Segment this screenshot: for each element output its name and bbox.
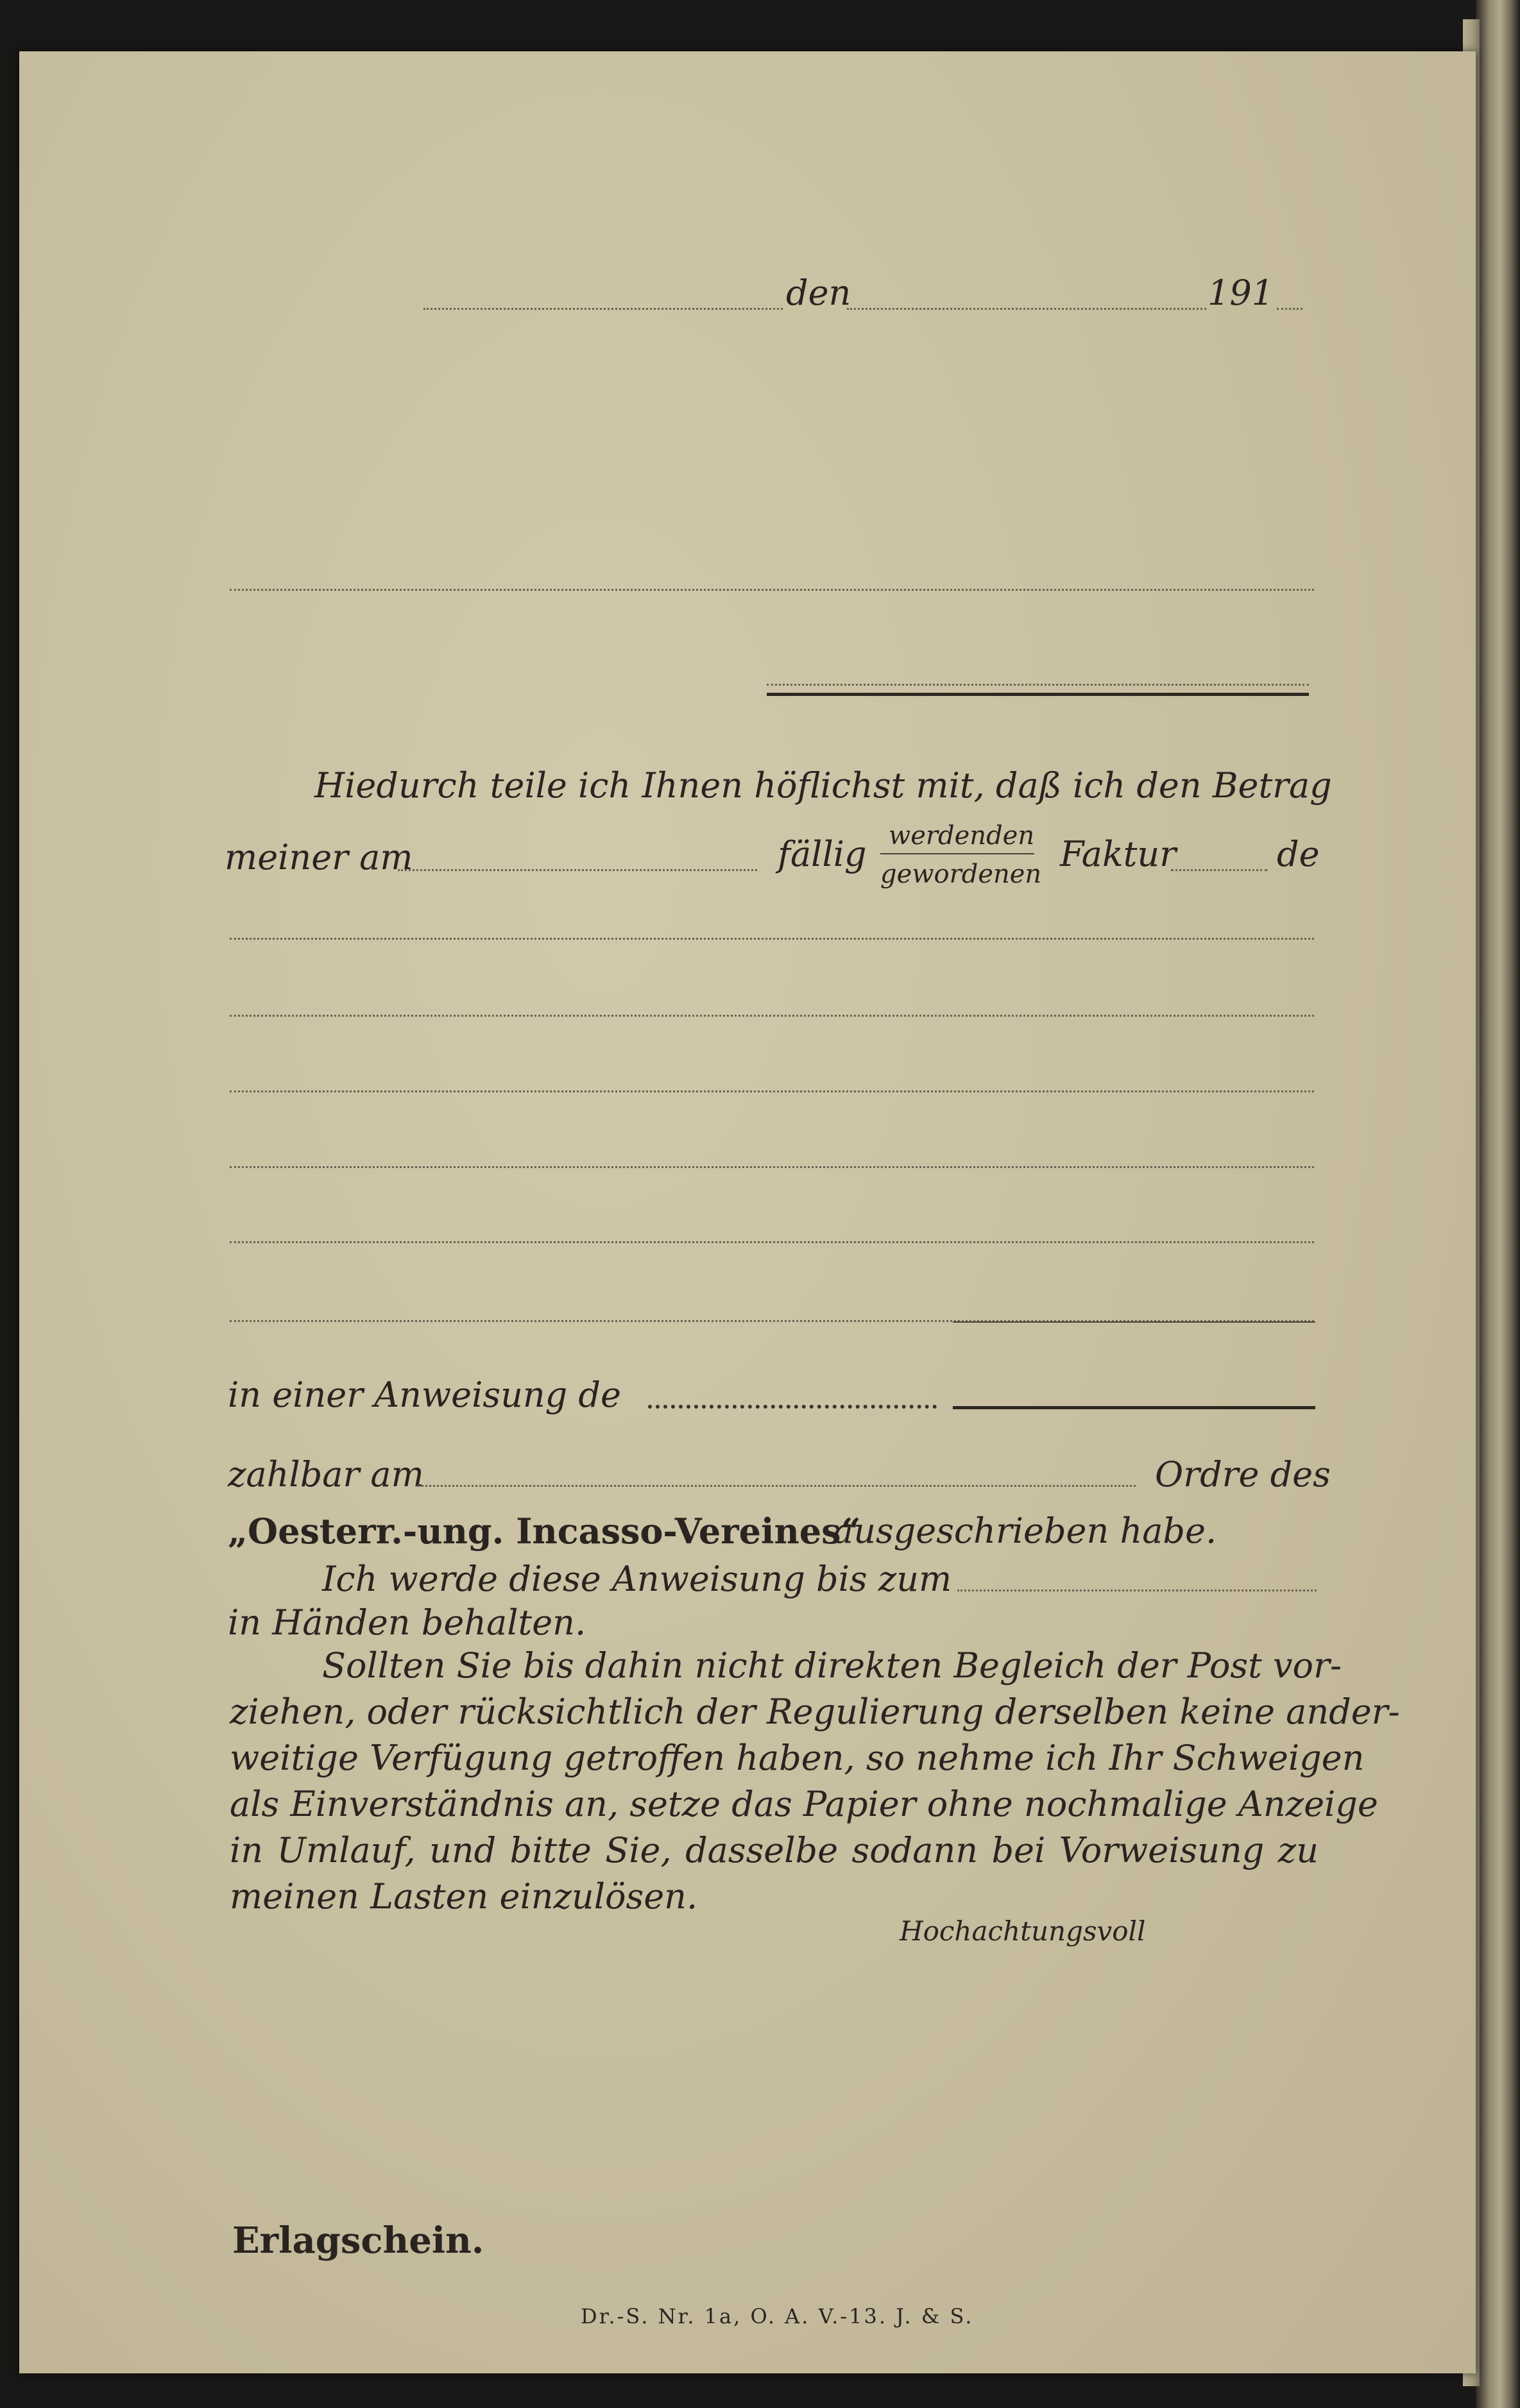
- address-line-2[interactable]: [767, 684, 1309, 686]
- intro-line-1: Hiedurch teile ich Ihnen höflichst mit, daß ich den Betrag: [314, 765, 1332, 806]
- invoice-field[interactable]: [1171, 869, 1267, 871]
- footer-title: Erlagschein.: [232, 2219, 484, 2262]
- blank-line-1[interactable]: [230, 938, 1314, 940]
- haenden-line: in Händen behalten.: [228, 1602, 586, 1643]
- anweisung-label: in einer Anweisung de: [228, 1375, 621, 1415]
- form-page: [19, 51, 1476, 2373]
- payable-date-field[interactable]: [417, 1485, 1136, 1487]
- meiner-am-label: meiner am: [225, 837, 413, 878]
- year-suffix-field[interactable]: [1277, 308, 1302, 310]
- book-spine: [1476, 0, 1520, 2408]
- body-line-1: Sollten Sie bis dahin nicht direkten Begleich der Post vor-: [322, 1645, 1342, 1686]
- gewordenen-label: gewordenen: [880, 860, 1042, 889]
- blank-line-2[interactable]: [230, 1015, 1314, 1017]
- date-den-label: den: [786, 273, 851, 313]
- faktur-label: Faktur: [1060, 834, 1177, 874]
- address-line-1[interactable]: [230, 589, 1314, 591]
- body-line-5: in Umlauf, und bitte Sie, dasselbe sodann bei Vorweisung zu: [230, 1830, 1319, 1870]
- fraction-bar: [880, 853, 1034, 854]
- due-date-field[interactable]: [398, 869, 757, 871]
- ausgeschrieben-label: ausgeschrieben habe.: [833, 1511, 1217, 1551]
- verein-name: „Oesterr.-ung. Incasso-Vereines“: [228, 1511, 861, 1552]
- zahlbar-am-label: zahlbar am: [228, 1454, 424, 1495]
- body-line-6: meinen Lasten einzulösen.: [230, 1876, 698, 1917]
- closing-text: Hochachtungsvoll: [900, 1915, 1146, 1947]
- blank-line-3[interactable]: [230, 1090, 1314, 1092]
- footer-imprint: Dr.-S. Nr. 1a, O. A. V.-13. J. & S.: [581, 2304, 974, 2328]
- ordre-des-label: Ordre des: [1155, 1454, 1331, 1495]
- blank-line-5[interactable]: [230, 1241, 1314, 1243]
- faellig-label: fällig: [778, 834, 867, 874]
- body-line-2: ziehen, oder rücksichtlich der Regulierung derselben keine ander-: [230, 1692, 1400, 1732]
- address-underline: [767, 693, 1309, 696]
- body-line-3: weitige Verfügung getroffen haben, so nehme ich Ihr Schweigen: [230, 1738, 1365, 1778]
- anweisung-field[interactable]: [648, 1405, 937, 1409]
- de-label: de: [1277, 834, 1320, 874]
- amount-field[interactable]: [953, 1406, 1315, 1409]
- body-line-4: als Einverständnis an, setze das Papier ohne nochmalige Anzeige: [230, 1784, 1378, 1824]
- werdenden-label: werdenden: [889, 821, 1035, 851]
- amount-line-top: [953, 1321, 1315, 1323]
- bis-zum-line: Ich werde diese Anweisung bis zum: [322, 1559, 952, 1599]
- place-field[interactable]: [423, 308, 783, 310]
- until-date-field[interactable]: [957, 1590, 1317, 1591]
- date-year-label: 191: [1208, 273, 1274, 313]
- date-field[interactable]: [847, 308, 1206, 310]
- blank-line-4[interactable]: [230, 1166, 1314, 1168]
